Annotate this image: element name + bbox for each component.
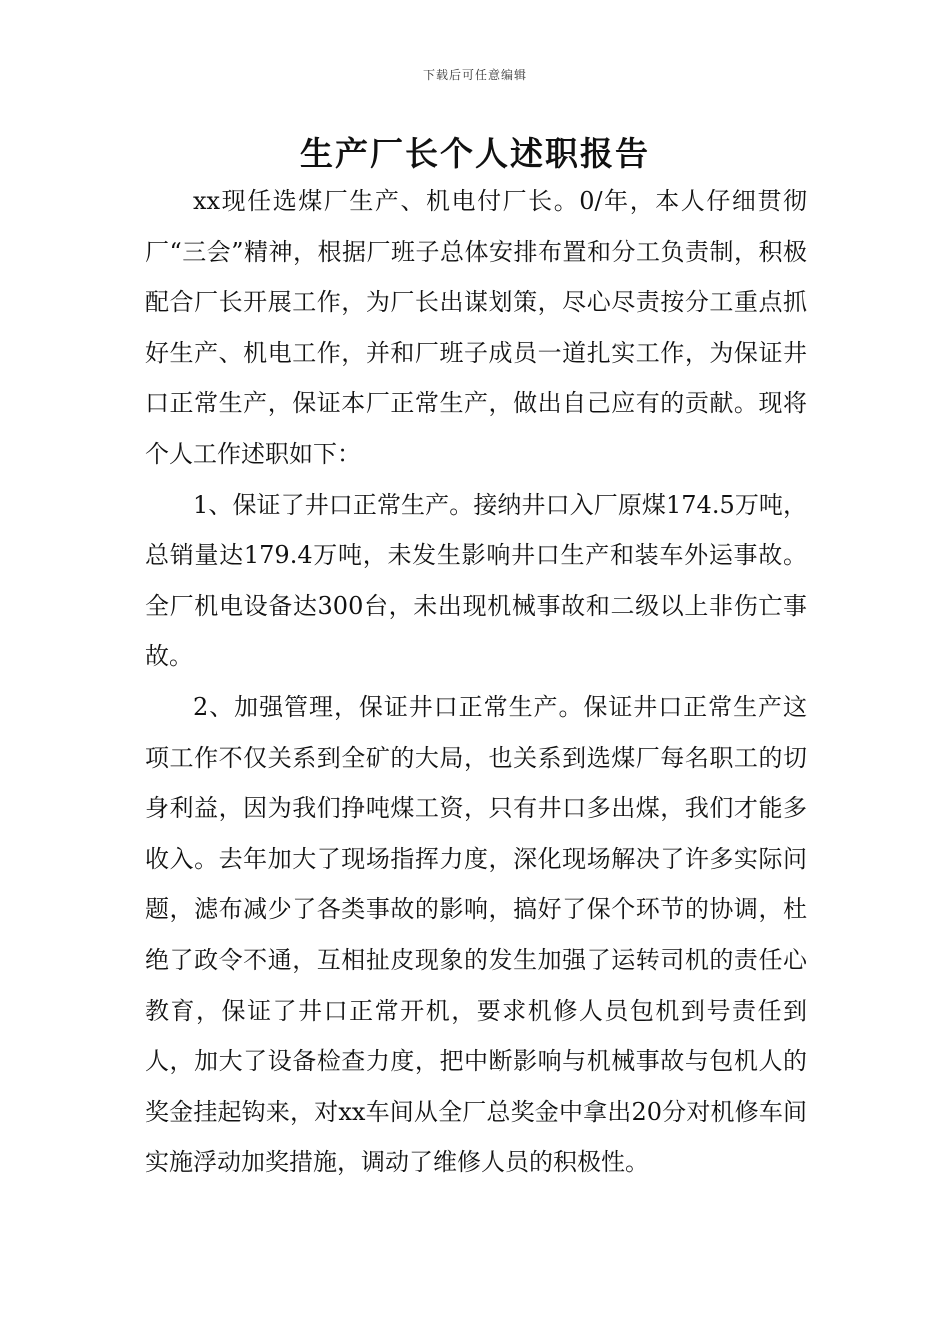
document-title: 生产厂长个人述职报告 (300, 134, 650, 173)
paragraph-item-1: 1、保证了井口正常生产。接纳井口入厂原煤174.5万吨，总销量达179.4万吨，未发生影响井口生产和装车外运事故。全厂机电设备达300台，未出现机械事故和二级以上非伤亡事故。 (145, 490, 807, 671)
document-body (145, 176, 807, 1188)
header-note: 下载后可任意编辑 (422, 68, 527, 82)
paragraph-item-2: 2、加强管理，保证井口正常生产。保证井口正常生产这项工作不仅关系到全矿的大局，也关系到选煤厂每名职工的切身利益，因为我们挣吨煤工资，只有井口多出煤，我们才能多收入。去年加大了现场指挥力度，深化现场解决了许多实际问题，滤布减少了各类事故的影响，搞好了保个环节的协调，杜绝了政令不通，互相扯皮现象的发生加强了运转司机的责任心教育，保证了井口正常开机，要求机修人员包机到号责任到人，加大了设备检查力度，把中断影响与机械事故与包机人的奖金挂起钩来，对xx车间从全厂总奖金中拿出20分对机修车间实施浮动加奖措施，调动了维修人员的积极性。 (145, 692, 807, 1177)
paragraph-intro: xx现任选煤厂生产、机电付厂长。0/年，本人仔细贯彻厂“三会”精神，根据厂班子总体安排布置和分工负责制，积极配合厂长开展工作，为厂长出谋划策，尽心尽责按分工重点抓好生产、机电工作，并和厂班子成员一道扎实工作，为保证井口正常生产，保证本厂正常生产，做出自己应有的贡献。现将个人工作述职如下： (145, 187, 807, 468)
